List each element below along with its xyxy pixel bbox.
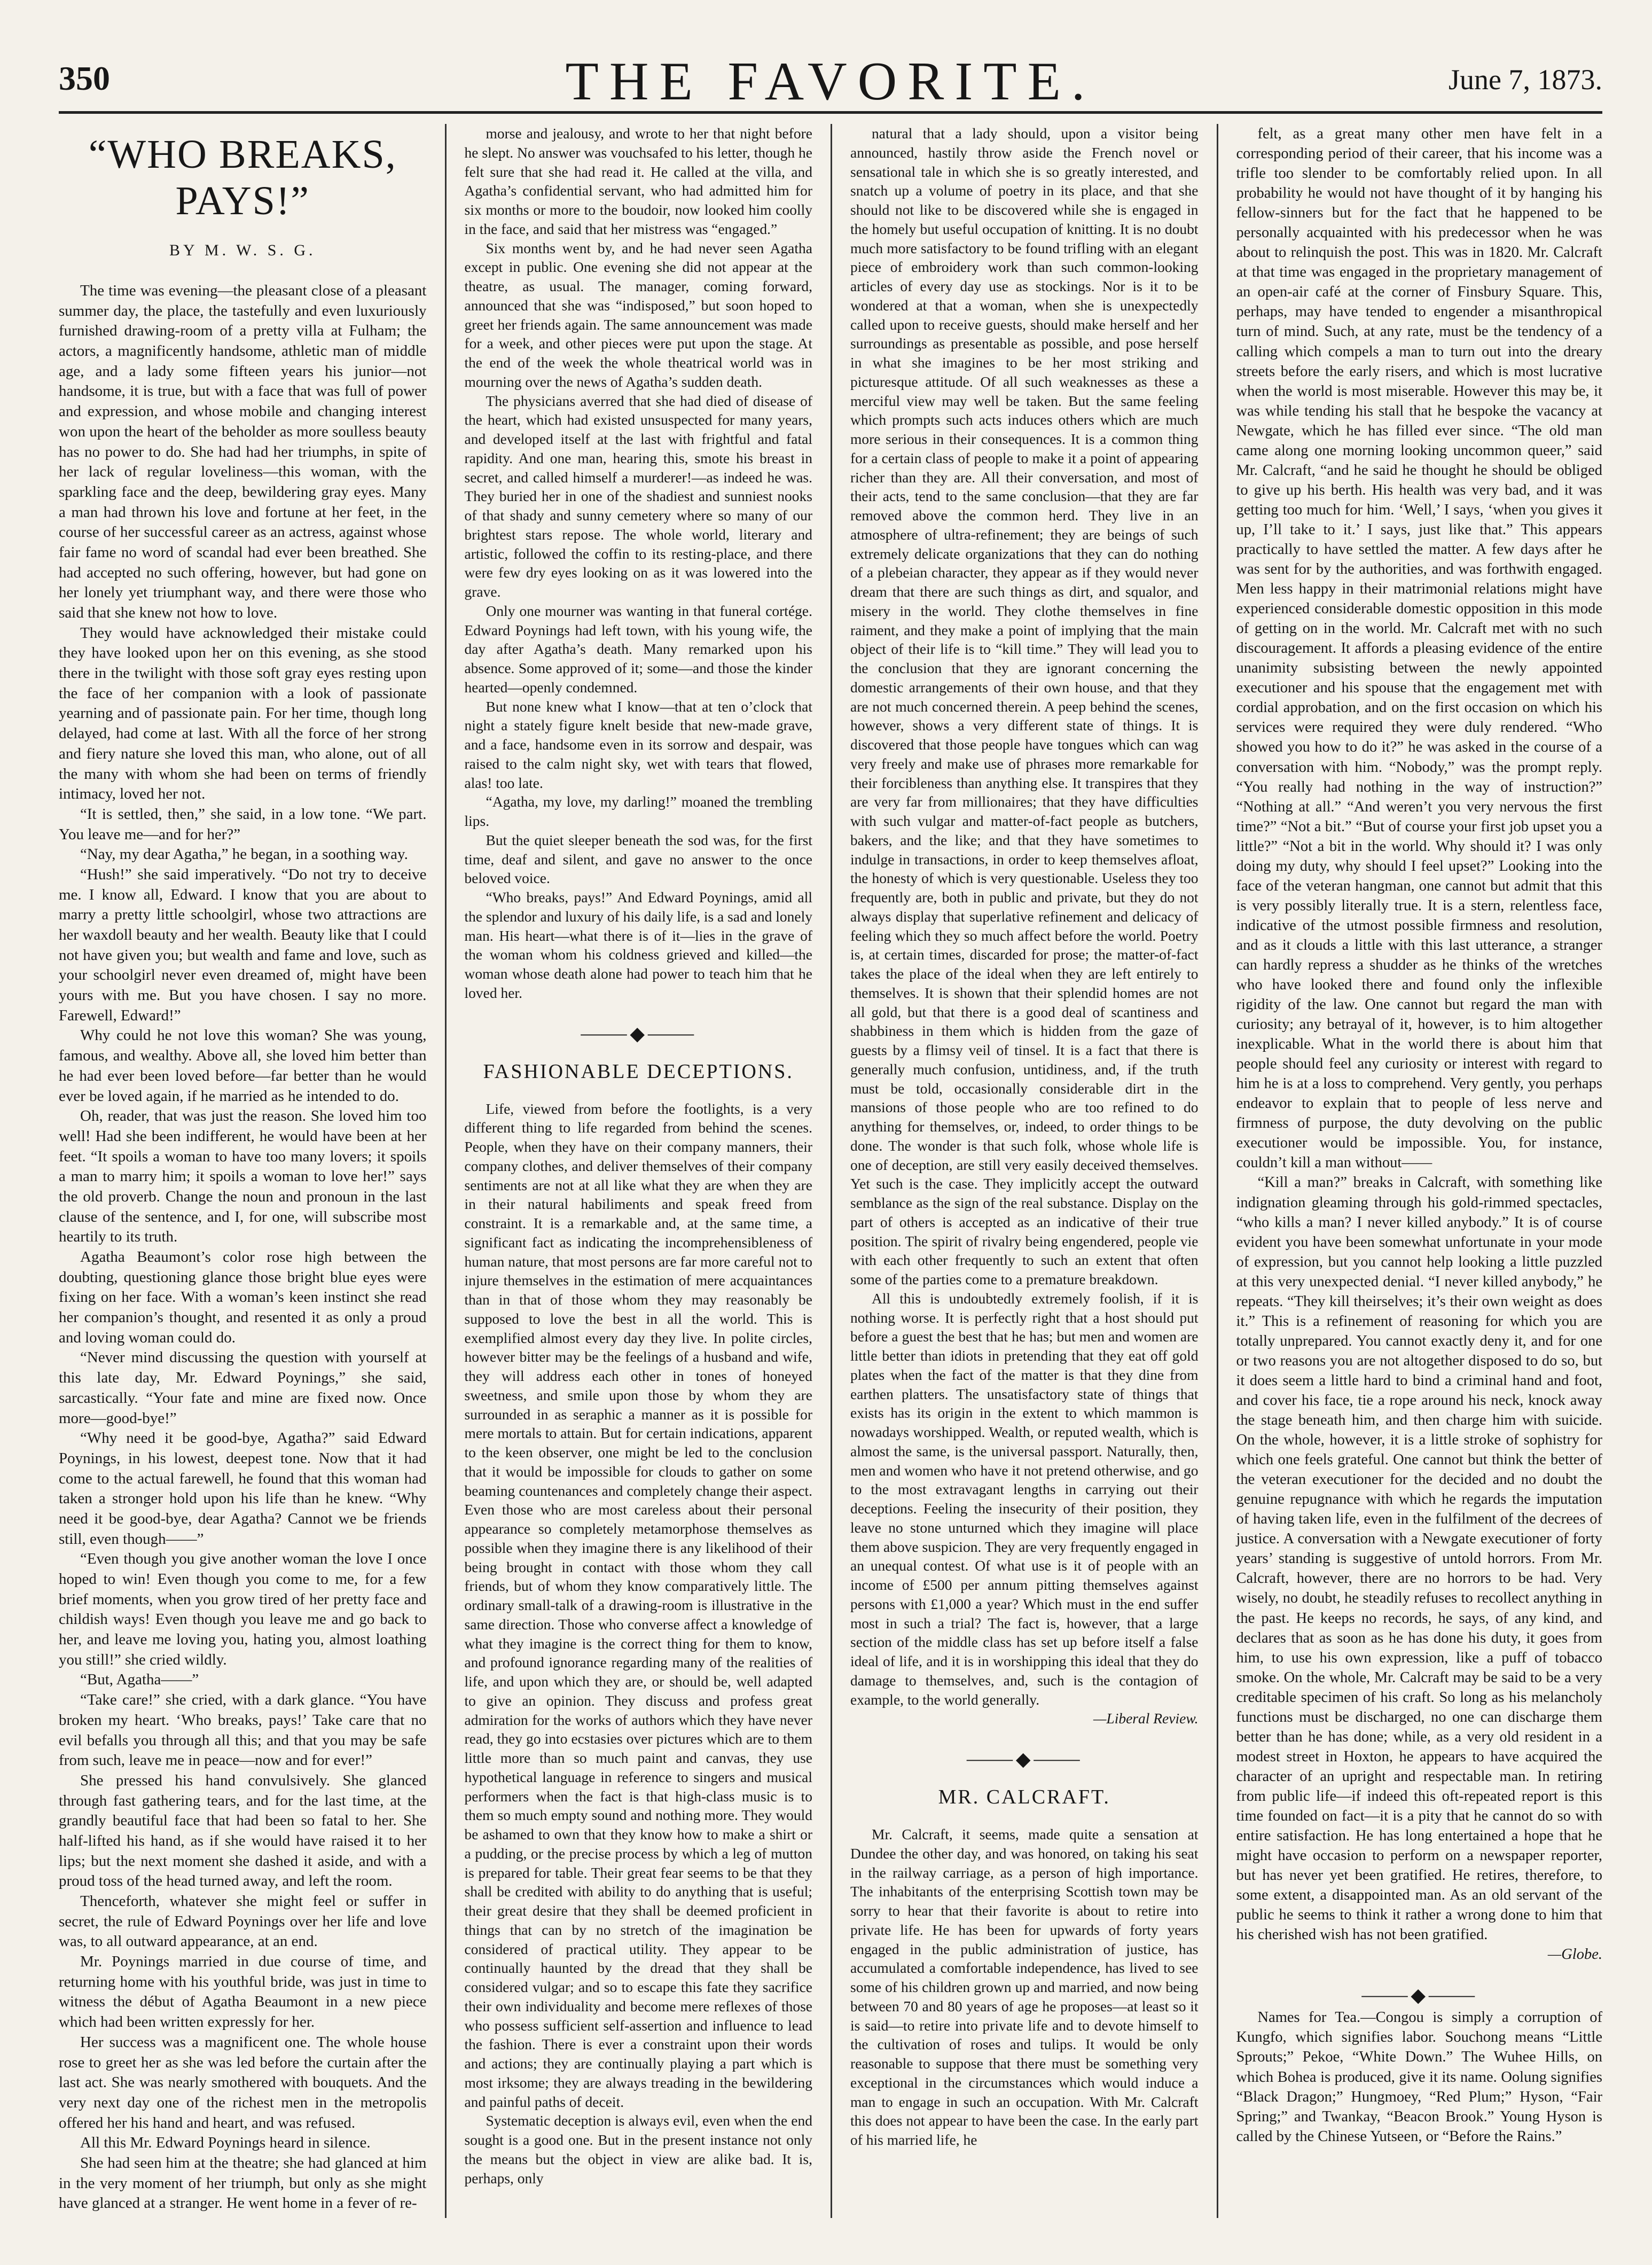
header-rule — [59, 111, 1602, 114]
paragraph: “It is settled, then,” she said, in a low tone. “We part. You leave me—and for her?” — [59, 805, 427, 843]
fashionable-title: FASHIONABLE DECEPTIONS. — [483, 1060, 794, 1083]
paragraph: “Agatha, my love, my darling!” moaned the trembling lips. — [464, 793, 812, 829]
paragraph: Thenceforth, whatever she might feel or suffer in secret, the rule of Edward Poynings over her life and love was, to all outward appearance, at an end. — [59, 1893, 427, 1950]
paragraph: “But, Agatha——” — [80, 1671, 199, 1689]
paragraph: “Even though you give another woman the love I once hoped to win! Even though you come to me, for a few brief moments, when you grow tired of her pretty face and childish ways! Even though you leave me and go back to her, and leave me loving you, hating you, almost loathing you still!” she cried wildly. — [59, 1550, 427, 1668]
paragraph: They would have acknowledged their mistake could they have looked upon her on this evening, as she stood there in the twilight with those soft gray eyes resting upon the face of her companion with a look of passionate yearning and of passionate pain. For her time, though long delayed, had come at last. With all the force of her strong and fiery nature she loved this man, who alone, out of all the many with whom she had been on terms of friendly intimacy, loved her not. — [59, 624, 427, 803]
column-4 — [1217, 124, 1603, 2218]
paragraph: Oh, reader, that was just the reason. She loved him too well! Had she been indifferent, he would have been at her feet. “It spoils a woman to have too many lovers; it spoils a man to marry him; it spoils a woman to love her!” says the old proverb. Change the noun and pronoun in the last clause of the sentence, and I, for one, will subscribe most heartily to its truth. — [59, 1107, 427, 1246]
paragraph: felt, as a great many other men have felt in a corresponding period of their career, that his income was a trifle too slender to be comfortably relied upon. In all probability he would not have thought of it by hanging his fellow-sinners but for the fact that he happened to be personally acquainted with his predecessor when he was about to relinquish the post. This was in 1820. Mr. Calcraft at that time was engaged in the proprietary management of an open-air café at the corner of Finsbury Square. This, perhaps, may have tended to engender a misanthropical turn of mind. Such, at any rate, must be the tendency of a calling which compels a man to turn out into the dreary streets before the early risers, and which is most lucrative when the world is most miserable. However this may be, it was while tending his stall that he bespoke the vacancy at Newgate, which he has filled ever since. “The old man came along one morning looking uncommon queer,” said Mr. Calcraft, “and he said he thought he should be obliged to give up his berth. His health was very bad, and it was getting too much for him. ‘Well,’ I says, ‘when you gives it up, I’ll take to it.’ I says, just like that.” This appears practically to have settled the matter. A few days after he was sent for by the authorities, and was forthwith engaged. Men less happy in their matrimonial relations might have experienced considerable domestic opposition in this mode of getting on in the world. Mr. Calcraft met with no such discouragement. It affords a pleasing evidence of the entire unanimity subsisting between the newly appointed executioner and his spouse that the engagement met with cordial approbation, and on the first occasion on which his services were required they were duly rendered. “Who showed you how to do it?” he was asked in the course of a conversation with him. “Nobody,” was the prompt reply. “You really had nothing in the way of instruction?” “Nothing at all.” “And weren’t you very nervous the first time?” “Not a bit.” “But of course your first job upset you a little?” “Not a bit in the world. Why should it? I was only doing my duty, why should I feel upset?” Looking into the face of the veteran hangman, one cannot but admit that this is very possibly literally true. It is a stern, relentless face, indicative of the utmost possible firmness and resolution, and as it clouds a little with this last utterance, a stranger can hardly repress a shudder as he thinks of the wretches who have looked there and found only the inflexible rigidity of the law. One cannot but regard the man with curiosity; any betrayal of it, however, is to him altogether inexplicable. What in the world there is about him that people should feel any curiosity or interest with regard to him he is at a loss to comprehend. Very gently, you perhaps endeavor to explain that to people of less nerve and firmness of purpose, the duty devolving on the public executioner would be impossible. You, for instance, couldn’t kill a man without—— — [1236, 126, 1602, 1171]
paragraph: But the quiet sleeper beneath the sod was, for the first time, deaf and silent, and gave no answer to the once beloved voice. — [464, 831, 812, 887]
paragraph: morse and jealousy, and wrote to her that night before he slept. No answer was vouchsafed to his letter, though he felt sure that she had read it. He called at the villa, and Agatha’s confidential servant, who had admitted him for six months or more to the boudoir, now looked him coolly in the face, and said that her mistress was “engaged.” — [464, 125, 812, 237]
paragraph: Systematic deception is always evil, even when the end sought is a good one. But in the present instance not only the means but the object in view are alike bad. It is, perhaps, only — [464, 2112, 812, 2186]
paragraph: “Kill a man?” breaks in Calcraft, with something like indignation gleaming through his gold-rimmed spectacles, “who kills a man? I never killed anybody.” It is of course evident you have been somewhat unfortunate in your mode of expression, but you cannot help looking a little puzzled at this very unexpected denial. “I never killed anybody,” he repeats. “They kill theirselves; it’s their own weight as does it.” This is a refinement of reasoning for which you are totally unprepared. You cannot exactly deny it, and for one or two reasons you are not altogether disposed to do so, but it does seem a little hard to bind a criminal hand and foot, and cover his face, tie a rope around his neck, knock away the stage beneath him, and then charge him with suicide. On the whole, however, it is a little stroke of sophistry for which one feels grateful. One cannot but think the better of the veteran executioner for the decided and no doubt the genuine repugnance with which he regards the imputation of having taken life, even in the fulfilment of the decrees of justice. A conversation with a Newgate executioner of forty years’ standing is suggestive of untold horrors. From Mr. Calcraft, however, there are no horrors to be had. Very wisely, no doubt, he steadily refuses to recollect anything in the past. He keeps no records, he says, of any kind, and declares that as soon as he has done his duty, it goes from him, to use his own expression, like a puff of tobacco smoke. On the whole, Mr. Calcraft may be said to be a very creditable specimen of his craft. So long as his melancholy functions must be discharged, no one can discharge them better than he has done; while, as a very old resident in a modest street in Hoxton, he appears to have acquired the character of an upright and respectable man. In retiring from public life—if indeed this oft-repeated report is this time founded on fact—it is a pity that he cannot do so with entire satisfaction. He has long entertained a hope that he might have occasion to perform on a newspaper reporter, but has never yet been gratified. He retires, therefore, to some extent, a disappointed man. As an old servant of the public he seems to think it rather a wrong done to him that his cherished wish has not been gratified. — [1236, 1174, 1602, 1943]
paragraph: “Who breaks, pays!” And Edward Poynings, amid all the splendor and luxury of his daily life, is a sad and lonely man. His heart—what there is of it—lies in the grave of the woman whom his coldness grieved and killed—the woman whose death alone had power to teach him that he loved her. — [464, 889, 812, 1001]
calcraft-credit: —Globe. — [1547, 1946, 1602, 1963]
columns — [59, 124, 1602, 2218]
newspaper-page — [59, 32, 1602, 2233]
section-ornament-2: ⸻◆⸻ — [966, 1748, 1083, 1770]
paragraph: “Never mind discussing the question with yourself at this late day, Mr. Edward Poynings,” she said, sarcastically. “Your fate and mine are fixed now. Once more—good-bye!” — [59, 1349, 427, 1427]
paragraph: All this Mr. Edward Poynings heard in silence. — [80, 2134, 371, 2152]
paragraph: Only one mourner was wanting in that funeral cortége. Edward Poynings had left town, with his young wife, the day after Agatha’s death. Many remarked upon his absence. Some approved of it; some—and those the kinder hearted—openly condemned. — [464, 602, 812, 696]
paragraph: natural that a lady should, upon a visitor being announced, hastily throw aside the French novel or sensational tale in which she is so greatly interested, and snatch up a volume of poetry in its place, and that she should not like to be discovered while she is engaged in the homely but useful occupation of knitting. It is no doubt much more satisfactory to be found trifling with an elegant piece of embroidery work than such common-looking articles of every day use as stockings. Nor is it to be wondered at that a woman, when she is unexpectedly called upon to receive guests, should make herself and her surroundings as presentable as possible, and pose herself in what she imagines to be her most striking and picturesque attitude. Of all such weaknesses as these a merciful view may well be taken. But the same feeling which prompts such acts induces others which are much more serious in their consequences. It is a common thing for a certain class of people to make it a point of appearing richer than they are. All their conversation, and most of their acts, tend to the same conclusion—that they are far removed above the common herd. They live in an atmosphere of ultra-refinement; they are beings of such extremely delicate organizations that they can do nothing of a plebeian character, they appear as if they would never dream that there are such things as dirt, and squalor, and misery in the world. They clothe themselves in fine raiment, and they make a point of implying that the main object of their life is to “kill time.” They will lead you to the conclusion that they are ignorant concerning the domestic arrangements of their own house, and that they are not much concerned therein. A peep behind the scenes, however, shows a very different state of things. It is discovered that those people have tongues which can wag very freely and make use of phrases more remarkable for their forcibleness than anything else. It transpires that they are very far from millionaires; that they have difficulties with such vulgar and matter-of-fact people as butchers, bakers, and the like; and that they have sometimes to indulge in transactions, in order to keep themselves afloat, the honesty of which is very questionable. Useless they too frequently are, both in public and private, but they do not always display that superlative refinement and delicacy of feeling which they so much affect before the world. Poetry is, at certain times, discarded for prose; the matter-of-fact takes the place of the ideal when they are left entirely to themselves. It is shown that their splendid homes are not all gold, but that there is a good deal of scantiness and shabbiness in them which is hidden from the gaze of guests by a flimsy veil of tinsel. It is a fact that there is generally much confusion, untidiness, and, if the truth must be told, occasionally considerable dirt in the mansions of those people who are too refined to do anything for themselves, or, indeed, to order things to be done. The wonder is that such folk, whose whole life is one of deception, are still very easily deceived themselves. Yet such is the case. They implicitly accept the outward semblance as the sign of the real substance. Display on the part of others is accepted as an indicative of their true position. The spirit of rivalry being engendered, people vie with each other frequently to such an extent that often some of the parties come to a premature breakdown. — [850, 125, 1199, 1287]
column-3 — [831, 124, 1217, 2218]
story-title: “WHO BREAKS, PAYS!” — [88, 132, 397, 223]
paragraph: All this is undoubtedly extremely foolish, if it is nothing worse. It is perfectly right that a host should put before a guest the best that he has; but men and women are little better than idiots in pretending that they eat off gold plates when the fact of the matter is that they dine from earthen platters. The unsatisfactory state of things that exists has its origin in the extent to which mammon is nowadays worshipped. Wealth, or reputed wealth, which is almost the same, is the universal passport. Naturally, then, men and women who have it not pretend otherwise, and go to the most extravagant lengths in carrying out their deceptions. Feeling the insecurity of their position, they leave no stone unturned which they imagine will place them above suspicion. They are very frequently engaged in an unequal contest. Of what use is it of people with an income of £500 per annum pitting themselves against persons with £1,000 a year? Which must in the end suffer most in such a trial? The fact is, however, that a large section of the middle class has set up before itself a false ideal of life, and it is in worshipping this ideal that they do damage to themselves, and, such is the contagion of example, to the world generally. — [850, 1290, 1199, 1708]
paragraph: “Why need it be good-bye, Agatha?” said Edward Poynings, in his lowest, deepest tone. Now that it had come to the actual farewell, he found that this woman had taken a stronger hold upon his life than he knew. “Why need it be good-bye, dear Agatha? Cannot we be friends still, even though——” — [59, 1430, 427, 1548]
paragraph: The physicians averred that she had died of disease of the heart, which had existed unsuspected for many years, and developed itself at the last with frightful and fatal rapidity. And one man, hearing this, smote his breast in secret, and called himself a murderer!—as indeed he was. They buried her in one of the shadiest and sunniest nooks of that shady and sunny cemetery where so many of our brightest stars repose. The whole world, literary and artistic, followed the coffin to its resting-place, and there were few dry eyes looking on as it was lowered into the grave. — [464, 392, 812, 600]
paragraph: Agatha Beaumont’s color rose high between the doubting, questioning glance those bright blue eyes were fixing on her face. With a woman’s keen instinct she read her companion’s thought, and resented it as only a proud and loving woman could do. — [59, 1248, 427, 1346]
section-ornament: ⸻◆⸻ — [580, 1022, 697, 1044]
paragraph: Mr. Calcraft, it seems, made quite a sensation at Dundee the other day, and was honored, on taking his seat in the railway carriage, as a person of high importance. The inhabitants of the enterprising Scottish town may be sorry to hear that their favorite is about to retire into private life. He has been for upwards of forty years engaged in the public administration of justice, has accumulated a comfortable independence, has lived to see some of his children grown up and married, and now being between 70 and 80 years of age he proposes—at least so it is said—to retire into private life and to devote himself to the cultivation of roses and tulips. It would be only reasonable to suppose that there must be something very exceptional in the circumstances which would induce a man to engage in such an occupation. With Mr. Calcraft this does not appear to have been the case. In the early part of his married life, he — [850, 1826, 1199, 2148]
paragraph: “Take care!” she cried, with a dark glance. “You have broken my heart. ‘Who breaks, pays!’ Take care that no evil befalls you through all this; and that you may be safe from such, leave me in peace—now and for ever!” — [59, 1691, 427, 1769]
fashionable-body-col3 — [850, 124, 1199, 1709]
tea-body — [1236, 2008, 1603, 2146]
paragraph: Six months went by, and he had never seen Agatha except in public. One evening she did not appear at the theatre, as usual. The manager, coming forward, announced that she was “indisposed,” but soon hoped to greet her friends again. The same announcement was made for a week, and other pieces were put upon the stage. At the end of the week the whole theatrical world was in mourning over the news of Agatha’s sudden death. — [464, 239, 812, 390]
masthead: THE FAVORITE. — [565, 51, 1096, 112]
calcraft-title: MR. CALCRAFT. — [938, 1786, 1110, 1808]
column-1 — [59, 124, 445, 2218]
paragraph: Mr. Poynings married in due course of time, and returning home with his youthful bride, was just in time to witness the début of Agatha Beaumont in a new piece which had been written expressly for her. — [59, 1953, 427, 2031]
paragraph: But none knew what I know—that at ten o’clock that night a stately figure knelt beside that new-made grave, and a face, handsome even in its sorrow and despair, was raised to the calm night sky, wet with tears that flowed, alas! too late. — [464, 698, 812, 791]
story-byline: BY M. W. S. G. — [169, 241, 316, 259]
paragraph: “Hush!” she said imperatively. “Do not try to deceive me. I know all, Edward. I know that you are about to marry a pretty little schoolgirl, whose two attractions are her waxdoll beauty and her wealth. Beauty like that I could not have given you; but wealth and fame and love, such as your schoolgirl never even dreamed of, might have been yours with me. But you have chosen. I say no more. Farewell, Edward!” — [59, 865, 427, 1024]
story-body-col2 — [465, 124, 813, 1003]
section-ornament-3: ⸻◆⸻ — [1360, 1985, 1478, 2006]
issue-date: June 7, 1873. — [1449, 64, 1602, 96]
page-number: 350 — [59, 59, 110, 97]
fashionable-credit: —Liberal Review. — [1093, 1710, 1199, 1727]
paragraph: “Nay, my dear Agatha,” he began, in a soothing way. — [80, 846, 408, 863]
paragraph: Names for Tea.—Congou is simply a corruption of Kungfo, which signifies labor. Souchong means “Little Sprouts;” Pekoe, “White Down.” The Wuhee Hills, on which Bohea is produced, give it its name. Oolung signifies “Black Dragon;” Hungmoey, “Red Plum;” Hyson, “Fair Spring;” and Twankay, “Beacon Brook.” Young Hyson is called by the Chinese Yutseen, or “Before the Rains.” — [1236, 2009, 1602, 2145]
calcraft-body-col4 — [1236, 124, 1603, 1944]
calcraft-body-col3 — [850, 1825, 1199, 2150]
paragraph: The time was evening—the pleasant close of a pleasant summer day, the place, the tastefully and even luxuriously furnished drawing-room of a pretty villa at Fulham; the actors, a magnificently handsome, athletic man of middle age, and a lady some fifteen years his junior—not handsome, it is true, but with a face that was full of power and expression, and whose mobile and changing interest won upon the heart of the beholder as more soulless beauty has no power to do. She had had her triumphs, in spite of her lack of regular loveliness—this woman, with the sparkling face and the deep, bewildering gray eyes. Many a man had thrown his love and fortune at her feet, in the course of her successful career as an actress, against whose fair fame no word of scandal had ever been breathed. She had accepted no such offering, however, but had gone on her lonely yet triumphant way, and there were those who said that she knew not how to love. — [59, 282, 427, 621]
paragraph: Why could he not love this woman? She was young, famous, and wealthy. Above all, she loved him better than he had ever been loved before—far better than he would ever be loved again, if he married as he intended to do. — [59, 1027, 427, 1105]
paragraph: She had seen him at the theatre; she had glanced at him in the very moment of her triumph, but only as she might have glanced at a stranger. He went home in a fever of re- — [59, 2154, 427, 2212]
fashionable-body-col2 — [465, 1099, 813, 2188]
paragraph: Life, viewed from before the footlights, is a very different thing to life regarded from behind the scenes. People, when they have on their company manners, their company clothes, and deliver themselves of their company sentiments are not at all like what they are when they are in their natural habiliments and speak freed from constraint. It is a remarkable and, at the same time, a significant fact as indicating the incomprehensibleness of human nature, that most persons are far more careful not to injure themselves in the estimation of mere acquaintances than in that of those whom they may reasonably be supposed to love the best in all the world. This is exemplified almost every day they live. In polite circles, however bitter may be the feelings of a husband and wife, they will address each other in tones of honeyed sweetness, and smile upon those by whom they are surrounded in as seraphic a manner as it is possible for mere mortals to attain. But for certain indications, apparent to the keen observer, one might be led to the conclusion that it would be impossible for clouds to gather on some beaming countenances and completely change their aspect. Even those who are most careless about their personal appearance so completely metamorphose themselves as possible when they imagine there is any likelihood of their being brought in contact with those whom they call friends, but of whom they know comparatively little. The ordinary small-talk of a drawing-room is illustrative in the same direction. Those who converse affect a knowledge of what they imagine is the correct thing for them to know, and profound ignorance regarding many of the realities of life, and upon which they are, or should be, well adapted to give an opinion. They discuss and profess great admiration for the works of authors which they have never read, they go into ecstasies over pictures which are to them little more than so much paint and canvas, they use hypothetical language in reference to singers and musical performers when the fact is that high-class music is to them so much empty sound and nothing more. They would be ashamed to own that they know how to make a shirt or a pudding, or the precise process by which a leg of mutton is prepared for table. Their great fear seems to be that they shall be credited with ability to do anything that is useful; their great desire that they shall be deemed proficient in things that can by no stretch of the imagination be considered of practical utility. They appear to be continually haunted by the dread that they shall be considered vulgar; and so to escape this fate they sacrifice their own individuality and become mere reflexes of those who possess sufficient self-assertion and influence to lead the fashion. There is ever a constraint upon their words and actions; they are continually playing a part which is most irksome; they are always treading in the bewildering and painful paths of deceit. — [464, 1100, 812, 2110]
page-header — [59, 32, 1602, 112]
column-2 — [445, 124, 831, 2218]
story-body-col1 — [59, 281, 427, 2214]
paragraph: She pressed his hand convulsively. She glanced through fast gathering tears, and for the last time, at the grandly beautiful face that had been so fatal to her. She half-lifted his hand, as if she would have raised it to her lips; but the next moment she dashed it aside, and with a proud toss of the head turned away, and left the room. — [59, 1771, 427, 1890]
paragraph: Her success was a magnificent one. The whole house rose to greet her as she was led before the curtain after the last act. She was nearly smothered with bouquets. And the very next day one of the richest men in the metropolis offered her his hand and heart, and was refused. — [59, 2033, 427, 2131]
